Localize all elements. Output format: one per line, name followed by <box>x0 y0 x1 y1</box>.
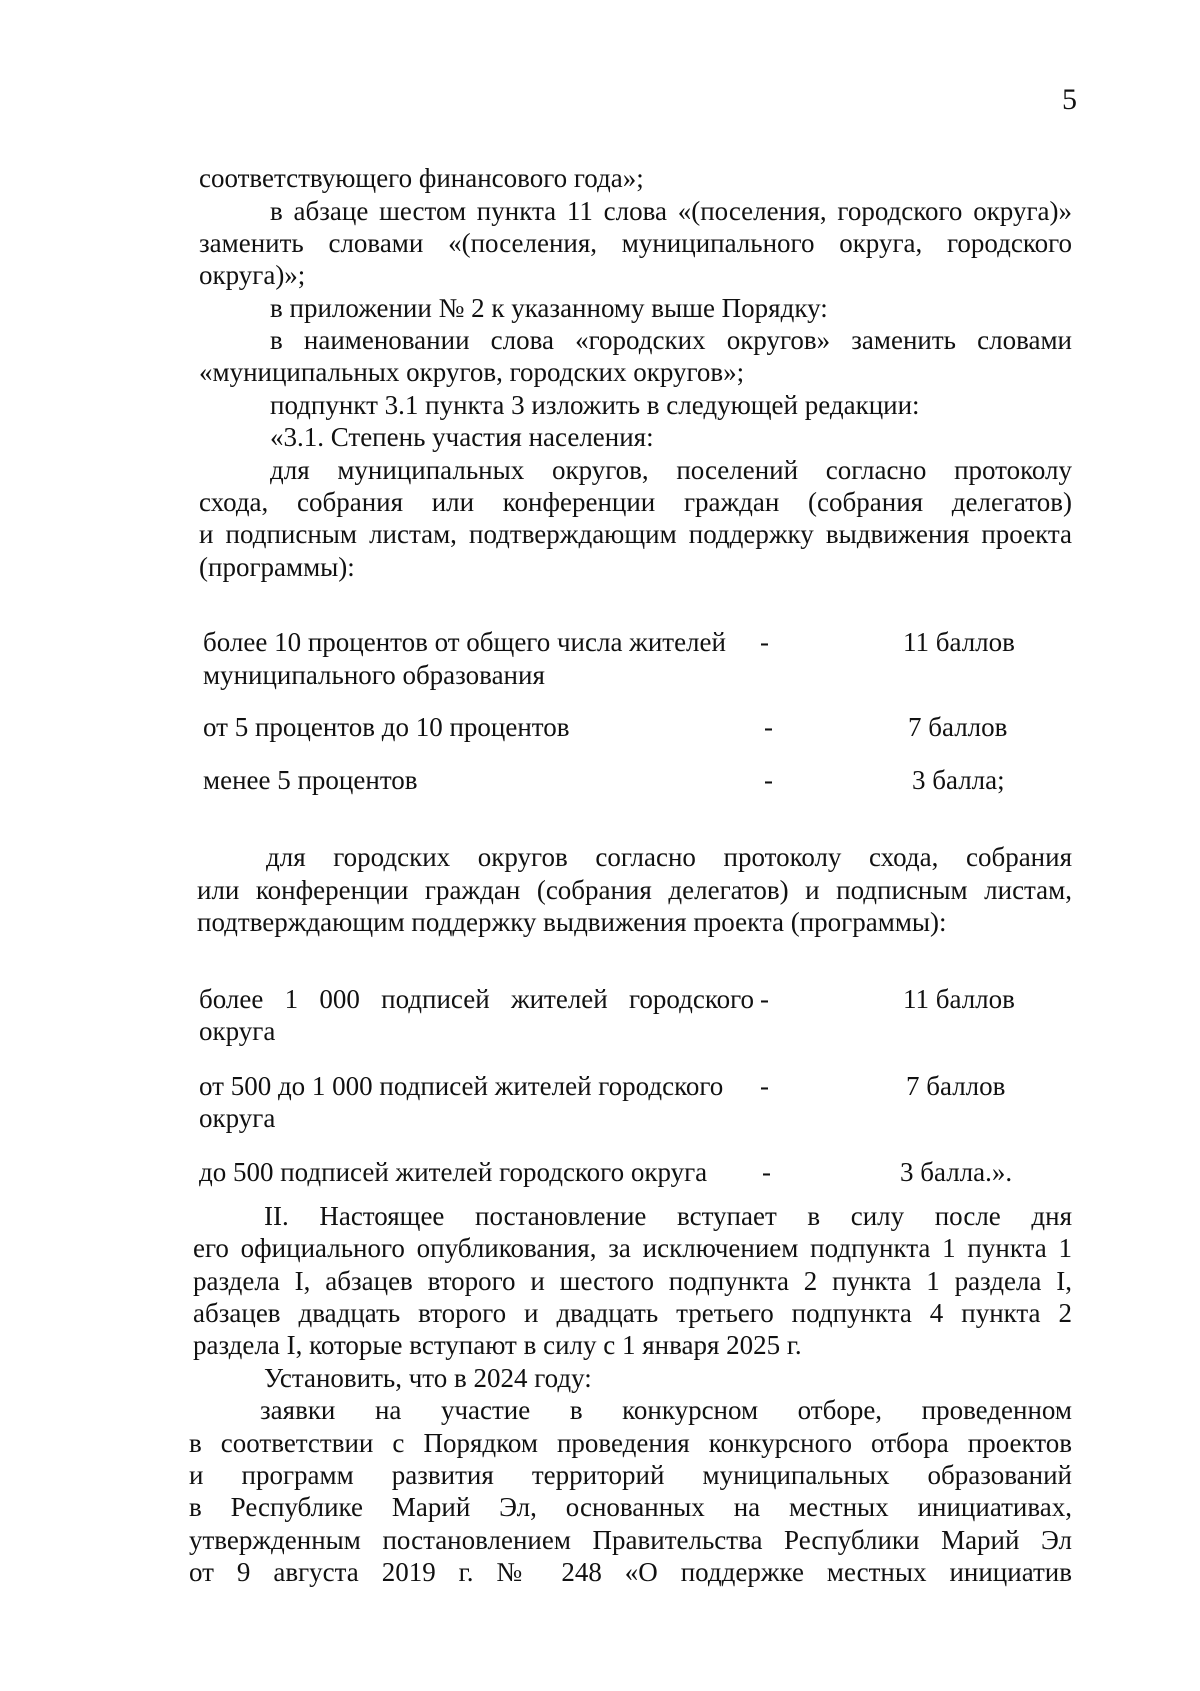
row-dash: - <box>762 1157 771 1187</box>
row-dash: - <box>764 712 773 742</box>
row-label: более 10 процентов от общего числа жителей <box>203 627 726 657</box>
row-dash: - <box>760 984 769 1014</box>
text-line: в абзаце шестом пункта 11 слова «(поселения, городского округа)» <box>270 196 1072 226</box>
text-line: в приложении № 2 к указанному выше Порядку: <box>270 293 828 323</box>
text-line: «муниципальных округов, городских округов»; <box>199 357 745 387</box>
row-dash: - <box>760 1071 769 1101</box>
text-line: раздела I, которые вступают в силу с 1 января 2025 г. <box>193 1330 802 1360</box>
text-line: в наименовании слова «городских округов» заменить словами <box>270 325 1072 355</box>
text-line: подтверждающим поддержку выдвижения проекта (программы): <box>197 907 947 937</box>
row-value: 11 баллов <box>903 984 1015 1014</box>
row-dash: - <box>760 627 769 657</box>
row-label: до 500 подписей жителей городского округа <box>199 1157 708 1187</box>
text-line: в соответствии с Порядком проведения конкурсного отбора проектов <box>189 1428 1072 1458</box>
row-dash: - <box>764 765 773 795</box>
text-line: для муниципальных округов, поселений согласно протоколу <box>270 455 1072 485</box>
row-label-continued: муниципального образования <box>203 660 545 690</box>
row-label: более 1 000 подписей жителей городского <box>199 984 754 1014</box>
row-label-continued: округа <box>199 1016 276 1046</box>
row-label: менее 5 процентов <box>203 765 418 795</box>
text-line: (программы): <box>199 552 355 582</box>
text-line: II. Настоящее постановление вступает в силу после дня <box>264 1201 1072 1231</box>
text-line: подпункт 3.1 пункта 3 изложить в следующей редакции: <box>270 390 920 420</box>
text-line: от 9 августа 2019 г. № 248 «О поддержке местных инициатив <box>189 1557 1072 1587</box>
text-line: раздела I, абзацев второго и шестого подпункта 2 пункта 1 раздела I, <box>193 1266 1072 1296</box>
row-value: 7 баллов <box>906 1071 1006 1101</box>
row-label-continued: округа <box>199 1103 276 1133</box>
text-line: и подписным листам, подтверждающим поддержку выдвижения проекта <box>199 519 1072 549</box>
text-line: соответствующего финансового года»; <box>199 163 644 193</box>
text-line: заявки на участие в конкурсном отборе, проведенном <box>260 1395 1072 1425</box>
row-value: 7 баллов <box>908 712 1008 742</box>
text-line: его официального опубликования, за исключением подпункта 1 пункта 1 <box>193 1233 1072 1263</box>
text-line: заменить словами «(поселения, муниципального округа, городского <box>199 228 1072 258</box>
row-label: от 500 до 1 000 подписей жителей городского <box>199 1071 724 1101</box>
row-value: 3 балла; <box>912 765 1005 795</box>
text-line: для городских округов согласно протоколу схода, собрания <box>266 842 1072 872</box>
page-number: 5 <box>1062 83 1077 116</box>
text-line: схода, собрания или конференции граждан (собрания делегатов) <box>199 487 1072 517</box>
text-line: округа)»; <box>199 260 306 290</box>
text-line: абзацев двадцать второго и двадцать третьего подпункта 4 пункта 2 <box>193 1298 1072 1328</box>
text-line: утвержденным постановлением Правительства Республики Марий Эл <box>189 1525 1072 1555</box>
text-line: «3.1. Степень участия населения: <box>270 422 654 452</box>
text-line: в Республике Марий Эл, основанных на местных инициативах, <box>189 1492 1072 1522</box>
row-label: от 5 процентов до 10 процентов <box>203 712 570 742</box>
text-line: или конференции граждан (собрания делегатов) и подписным листам, <box>197 875 1072 905</box>
text-line: и программ развития территорий муниципальных образований <box>189 1460 1072 1490</box>
text-line: Установить, что в 2024 году: <box>264 1363 592 1393</box>
row-value: 11 баллов <box>903 627 1015 657</box>
row-value: 3 балла.». <box>900 1157 1013 1187</box>
